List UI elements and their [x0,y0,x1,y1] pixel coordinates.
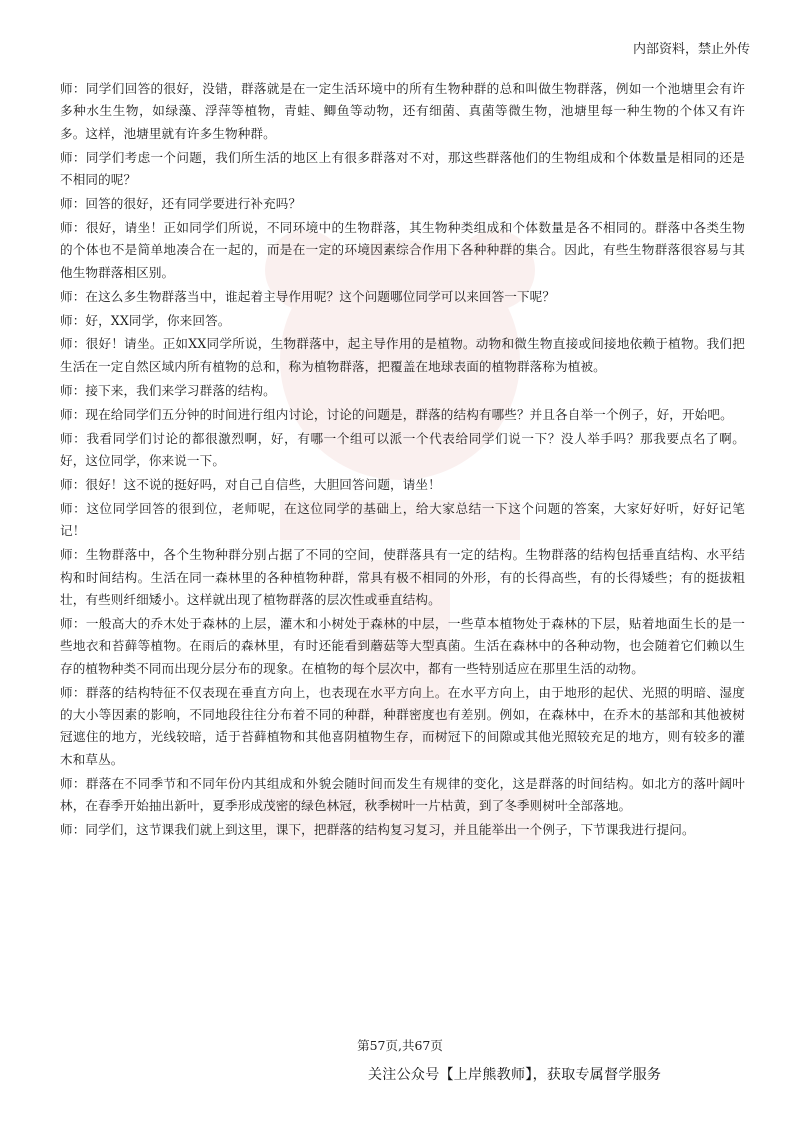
paragraph: 师：回答的很好，还有同学要进行补充吗？ [60,196,302,212]
paragraph: 师：好，XX同学，你来回答。 [60,312,231,328]
paragraph: 师：很好！请坐。正如XX同学所说，生物群落中，起主导作用的是植物。动物和微生物直接或间接地依赖于植物。我们把生活在一定自然区域内所有植物的总和，称为植物群落，把覆盖在地球表面的植物群落称为植被。 [60,336,745,374]
paragraph: 师：群落在不同季节和不同年份内其组成和外貌会随时间而发生有规律的变化，这是群落的时间结构。如北方的落叶阔叶林，在春季开始抽出新叶，夏季形成茂密的绿色林冠，秋季树叶一片枯黄，到了冬季则树叶全部落地。 [60,775,745,814]
paragraph: 师：这位同学回答的很到位，老师呢，在这位同学的基础上，给大家总结一下这个问题的答案，大家好好听，好好记笔记！ [60,500,745,539]
document-body [60,78,745,843]
paragraph: 师：群落的结构特征不仅表现在垂直方向上，也表现在水平方向上。在水平方向上，由于地形的起伏、光照的明暗、湿度的大小等因素的影响，不同地段往往分布着不同的种群，种群密度也有差别。例如，在森林中，在乔木的基部和其他被树冠遮住的地方，光线较暗，适于苔藓植物和其他喜阴植物生存，而树冠下的间隙或其他光照较充足的地方，则有较多的灌木和草丛。 [60,684,745,767]
confidential-note: 内部资料，禁止外传 [632,42,750,57]
page-number: 第57页,共67页 [357,1038,443,1053]
paragraph: 师：接下来，我们来学习群落的结构。 [60,382,276,398]
paragraph: 师：我看同学们讨论的都很激烈啊，好，有哪一个组可以派一个代表给同学们说一下？没人举手吗？那我要点名了啊。好，这位同学，你来说一下。 [60,430,745,468]
paragraph: 师：很好，请坐！正如同学们所说，不同环境中的生物群落，其生物种类组成和个体数量是各不相同的。群落中各类生物的个体也不是简单地凑合在一起的，而是在一定的环境因素综合作用下各种种群的集合。因此，有些生物群落很容易与其他生物群落相区别。 [60,219,745,280]
footer-promo: 关注公众号【上岸熊教师】，获取专属督学服务 [368,1067,662,1083]
paragraph: 师：同学们考虑一个问题，我们所生活的地区上有很多群落对不对，那这些群落他们的生物组成和个体数量是相同的还是不相同的呢？ [60,149,745,188]
paragraph: 师：在这么多生物群落当中，谁起着主导作用呢？这个问题哪位同学可以来回答一下呢？ [60,288,556,304]
paragraph: 师：很好！这不说的挺好吗，对自己自信些，大胆回答问题，请坐！ [60,476,441,492]
paragraph: 师：现在给同学们五分钟的时间进行组内讨论，讨论的问题是，群落的结构有哪些？并且各自举一个例子，好，开始吧。 [60,406,733,422]
paragraph: 师：生物群落中，各个生物种群分别占据了不同的空间，使群落具有一定的结构。生物群落的结构包括垂直结构、水平结构和时间结构。生活在同一森林里的各种植物种群，常具有极不相同的外形，有的长得高些，有的长得矮些；有的挺拔粗壮，有些则纤细矮小。这样就出现了植物群落的层次性或垂直结构。 [60,547,745,607]
paragraph: 师：同学们，这节课我们就上到这里，课下，把群落的结构复习复习，并且能举出一个例子，下节课我进行提问。 [60,822,695,837]
paragraph: 师：一般高大的乔木处于森林的上层，灌木和小树处于森林的中层，一些草本植物处于森林的下层，贴着地面生长的是一些地衣和苔藓等植物。在雨后的森林里，有时还能看到蘑菇等大型真菌。生活在森林中的各种动物，也会随着它们赖以生存的植物种类不同而出现分层分布的现象。在植物的每个层次中，都有一些特别适应在那里生活的动物。 [60,615,745,676]
paragraph: 师：同学们回答的很好，没错，群落就是在一定生活环境中的所有生物种群的总和叫做生物群落，例如一个池塘里会有许多种水生生物，如绿藻、浮萍等植物，青蛙、鲫鱼等动物，还有细菌、真菌等微生物，池塘里每一种生物的个体又有许多。这样，池塘里就有许多生物种群。 [60,81,745,141]
